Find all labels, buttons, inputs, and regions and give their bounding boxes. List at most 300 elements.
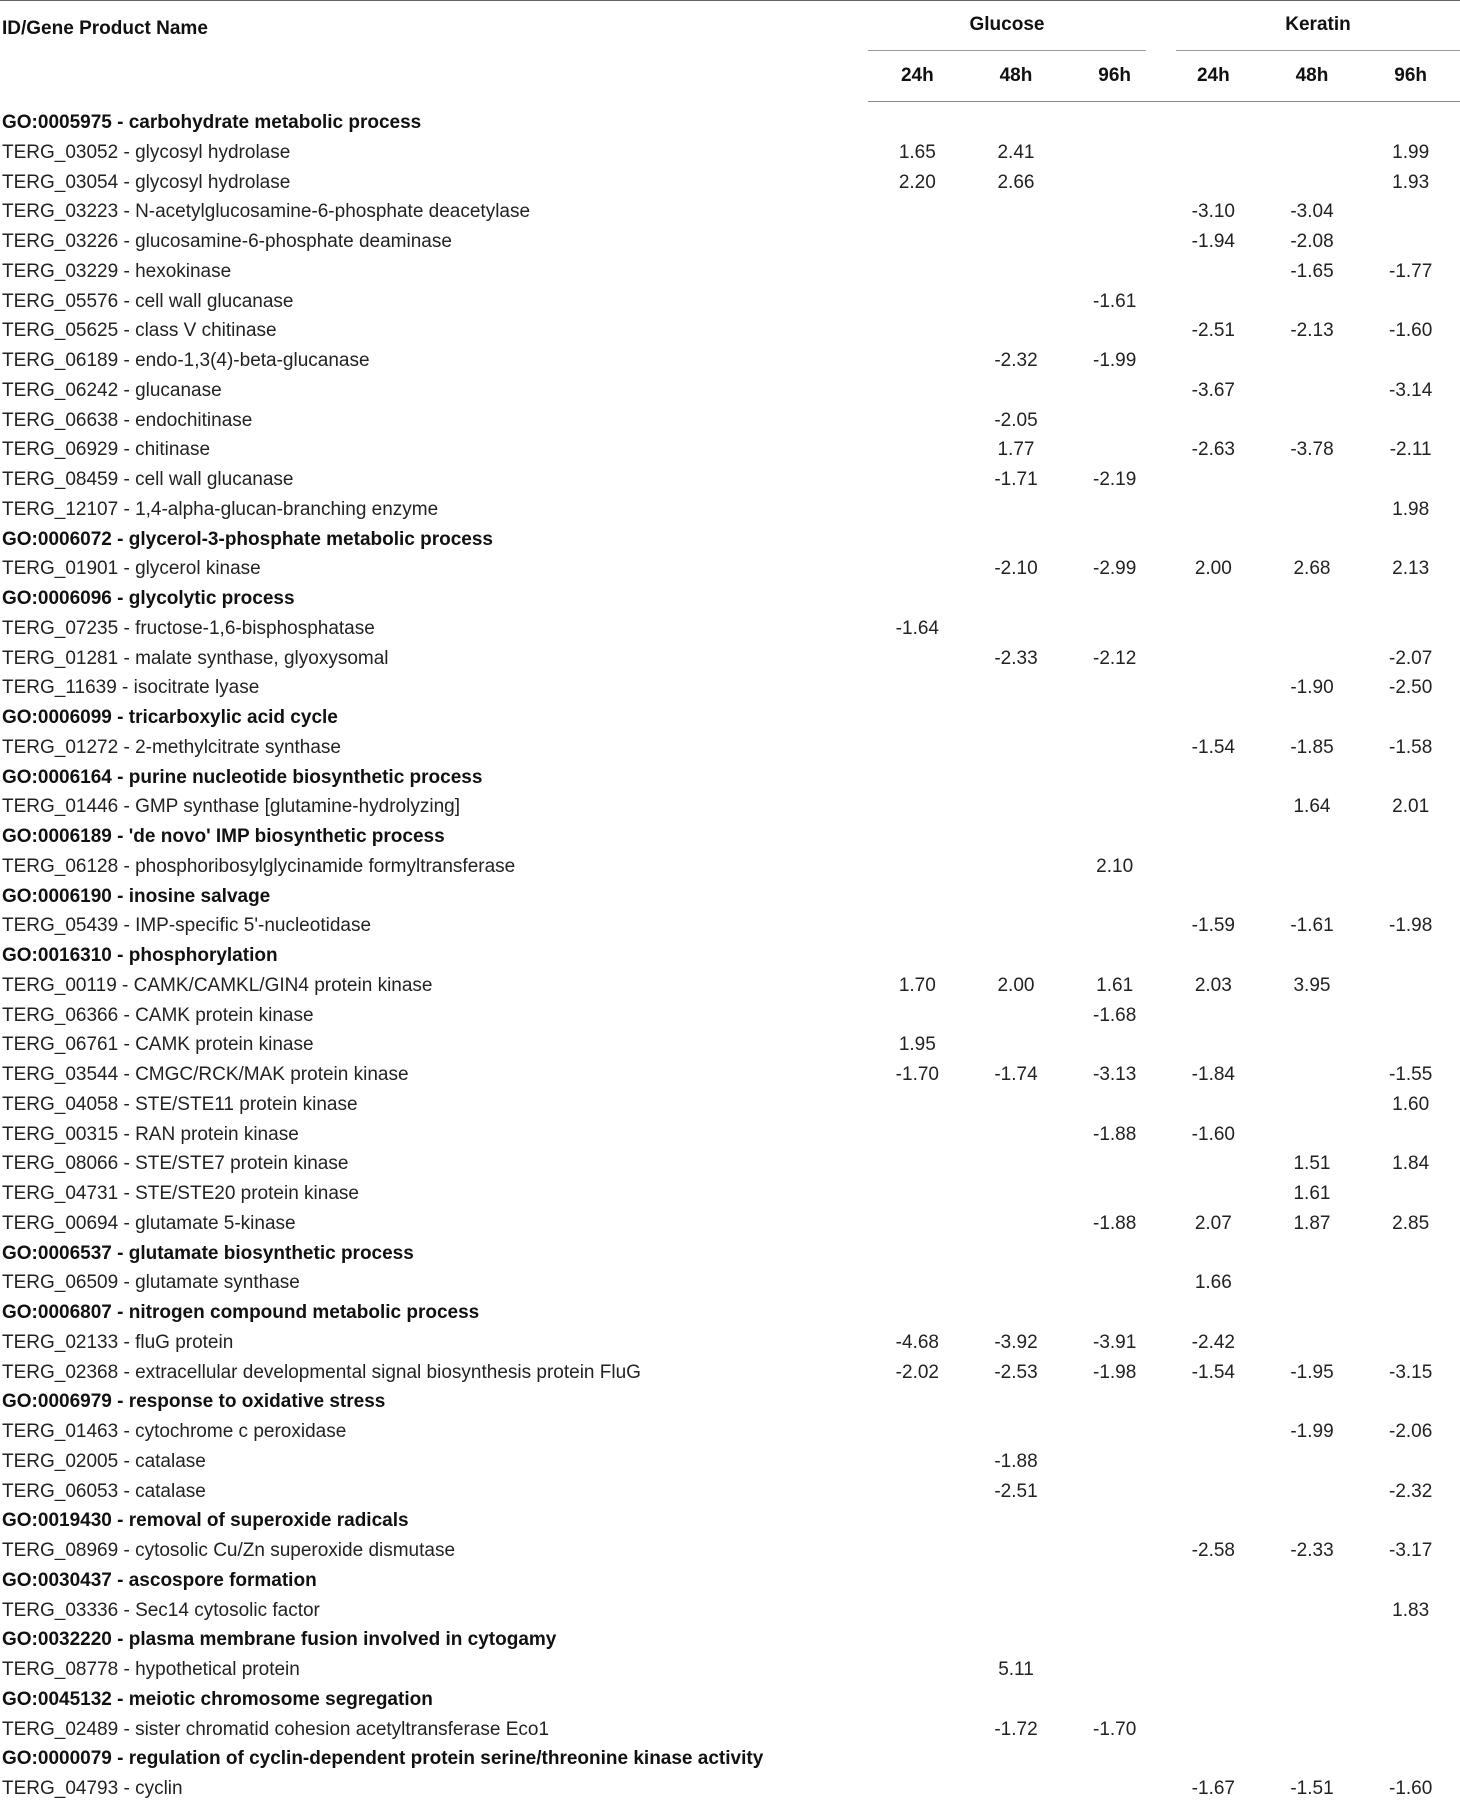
glucose-48h-value: -2.10 xyxy=(994,558,1038,580)
keratin-96h-value: -2.11 xyxy=(1389,439,1432,461)
keratin-24h-value xyxy=(1164,465,1263,495)
keratin-48h-value xyxy=(1263,1328,1362,1358)
gene-name-cell: TERG_06189 - endo-1,3(4)-beta-glucanase xyxy=(2,350,370,371)
keratin-48h-value xyxy=(1263,1090,1362,1120)
glucose-48h-value xyxy=(967,1596,1066,1626)
glucose-24h-value xyxy=(868,1001,967,1031)
gene-row xyxy=(0,1536,1460,1566)
gene-name-cell: TERG_02489 - sister chromatid cohesion acetyltransferase Eco1 xyxy=(2,1718,550,1740)
keratin-96h-value xyxy=(1361,1239,1460,1269)
keratin-24h-value xyxy=(1164,287,1263,317)
glucose-96h-value xyxy=(1065,822,1164,852)
glucose-24h-value: -2.02 xyxy=(895,1361,939,1383)
glucose-96h-value xyxy=(1065,673,1164,703)
glucose-24h-value: 2.20 xyxy=(898,171,936,193)
keratin-96h-value xyxy=(1361,227,1460,257)
keratin-96h-value xyxy=(1361,1030,1460,1060)
go-term-row xyxy=(0,584,1460,614)
go-term-row xyxy=(0,703,1460,733)
glucose-24h-header: 24h xyxy=(868,51,967,102)
keratin-24h-value xyxy=(1164,1090,1263,1120)
gene-name-cell: TERG_04058 - STE/STE11 protein kinase xyxy=(2,1093,358,1115)
gene-row xyxy=(0,1001,1460,1031)
glucose-24h-value xyxy=(868,733,967,763)
glucose-48h-value: -1.71 xyxy=(994,469,1038,490)
glucose-96h-value: -1.70 xyxy=(1093,1718,1137,1740)
glucose-96h-value: -2.12 xyxy=(1093,647,1137,669)
glucose-24h-value xyxy=(868,852,967,882)
glucose-24h-value xyxy=(868,1477,967,1507)
keratin-48h-value xyxy=(1263,1566,1362,1596)
keratin-48h-value xyxy=(1263,584,1362,614)
gene-row xyxy=(0,1417,1460,1447)
gene-name-cell: TERG_00315 - RAN protein kinase xyxy=(2,1123,299,1145)
gene-name-cell: TERG_02133 - fluG protein xyxy=(2,1331,234,1353)
keratin-24h-value: -2.58 xyxy=(1191,1540,1235,1561)
gene-name-cell: TERG_05576 - cell wall glucanase xyxy=(2,290,294,312)
keratin-48h-value: -2.08 xyxy=(1290,231,1334,252)
glucose-48h-value xyxy=(967,911,1066,941)
table-body xyxy=(0,102,1460,1804)
glucose-48h-value xyxy=(967,197,1066,227)
glucose-48h-value: -2.51 xyxy=(994,1480,1038,1502)
keratin-24h-value xyxy=(1164,102,1263,138)
keratin-48h-value: -2.33 xyxy=(1290,1540,1334,1561)
keratin-24h-value xyxy=(1164,673,1263,703)
go-term-row xyxy=(0,1744,1460,1774)
go-term-label: GO:0005975 - carbohydrate metabolic process xyxy=(2,111,422,133)
go-term-row xyxy=(0,1685,1460,1715)
glucose-96h-value xyxy=(1065,1179,1164,1209)
glucose-96h-value xyxy=(1065,1506,1164,1536)
keratin-96h-value xyxy=(1361,1179,1460,1209)
keratin-48h-value xyxy=(1263,1655,1362,1685)
gene-row xyxy=(0,1149,1460,1179)
keratin-24h-header: 24h xyxy=(1164,51,1263,102)
go-term-label: GO:0006096 - glycolytic process xyxy=(2,588,295,609)
keratin-48h-value: 1.61 xyxy=(1293,1183,1331,1204)
go-term-label: GO:0006189 - 'de novo' IMP biosynthetic process xyxy=(2,826,445,847)
keratin-48h-value: -2.13 xyxy=(1290,320,1334,342)
glucose-48h-value: -2.33 xyxy=(994,647,1038,669)
glucose-96h-value: -1.99 xyxy=(1093,350,1137,371)
glucose-24h-value: 1.65 xyxy=(898,141,936,163)
keratin-48h-value: 2.68 xyxy=(1293,558,1331,580)
glucose-96h-value xyxy=(1065,1149,1164,1179)
gene-row xyxy=(0,1030,1460,1060)
keratin-24h-value: -1.59 xyxy=(1191,915,1235,937)
keratin-96h-value xyxy=(1361,1298,1460,1328)
keratin-48h-value xyxy=(1263,346,1362,376)
keratin-96h-value xyxy=(1361,465,1460,495)
keratin-96h-value xyxy=(1361,1744,1460,1774)
gene-name-cell: TERG_08066 - STE/STE7 protein kinase xyxy=(2,1153,349,1175)
keratin-96h-value: 1.83 xyxy=(1392,1599,1430,1621)
glucose-24h-value xyxy=(868,763,967,793)
gene-row xyxy=(0,1774,1460,1804)
glucose-96h-value xyxy=(1065,525,1164,555)
keratin-24h-value xyxy=(1164,1001,1263,1031)
keratin-96h-value xyxy=(1361,1268,1460,1298)
keratin-24h-value xyxy=(1164,495,1263,525)
glucose-48h-value xyxy=(967,1744,1066,1774)
keratin-96h-value: -3.17 xyxy=(1389,1540,1433,1561)
glucose-48h-value xyxy=(967,102,1066,138)
glucose-24h-value xyxy=(868,911,967,941)
glucose-96h-value xyxy=(1065,941,1164,971)
glucose-48h-value: 2.66 xyxy=(997,171,1035,193)
glucose-24h-value xyxy=(868,435,967,465)
glucose-24h-value: 1.95 xyxy=(898,1034,936,1056)
keratin-24h-value xyxy=(1164,614,1263,644)
gene-name-cell: TERG_03226 - glucosamine-6-phosphate deaminase xyxy=(2,231,452,252)
glucose-96h-value xyxy=(1065,316,1164,346)
glucose-96h-value xyxy=(1065,733,1164,763)
keratin-96h-value xyxy=(1361,287,1460,317)
glucose-24h-value xyxy=(868,257,967,287)
glucose-96h-value xyxy=(1065,406,1164,436)
keratin-24h-value: -1.54 xyxy=(1191,736,1235,758)
keratin-96h-value xyxy=(1361,1120,1460,1150)
keratin-96h-value: 1.98 xyxy=(1392,498,1430,520)
glucose-24h-value xyxy=(868,1090,967,1120)
glucose-96h-value xyxy=(1065,1447,1164,1477)
glucose-48h-value xyxy=(967,1685,1066,1715)
glucose-96h-value xyxy=(1065,1744,1164,1774)
glucose-24h-value xyxy=(868,1744,967,1774)
keratin-24h-value xyxy=(1164,703,1263,733)
gene-name-cell: TERG_02368 - extracellular developmental signal biosynthesis protein FluG xyxy=(2,1361,641,1383)
glucose-48h-value xyxy=(967,733,1066,763)
gene-name-cell: TERG_06053 - catalase xyxy=(2,1480,206,1502)
glucose-96h-value: -1.61 xyxy=(1093,290,1137,312)
keratin-24h-value xyxy=(1164,792,1263,822)
glucose-48h-value: -1.72 xyxy=(994,1718,1038,1740)
keratin-label: Keratin xyxy=(1176,0,1460,51)
gene-name-cell: TERG_06128 - phosphoribosylglycinamide formyltransferase xyxy=(2,855,516,877)
glucose-24h-value xyxy=(868,1685,967,1715)
keratin-24h-value xyxy=(1164,346,1263,376)
go-term-row xyxy=(0,1239,1460,1269)
keratin-24h-value xyxy=(1164,257,1263,287)
keratin-24h-value: -1.54 xyxy=(1191,1361,1235,1383)
keratin-48h-value xyxy=(1263,644,1362,674)
keratin-48h-value xyxy=(1263,406,1362,436)
glucose-24h-value xyxy=(868,1625,967,1655)
glucose-48h-value xyxy=(967,1625,1066,1655)
glucose-48h-value xyxy=(967,1179,1066,1209)
gene-row xyxy=(0,1596,1460,1626)
keratin-96h-value xyxy=(1361,1655,1460,1685)
glucose-48h-header: 48h xyxy=(967,51,1066,102)
glucose-48h-value xyxy=(967,1536,1066,1566)
glucose-48h-value: -2.05 xyxy=(994,409,1038,431)
gene-name-cell: TERG_04793 - cyclin xyxy=(2,1778,183,1799)
gene-row xyxy=(0,1477,1460,1507)
keratin-24h-value: 2.07 xyxy=(1194,1212,1232,1234)
glucose-96h-value xyxy=(1065,1566,1164,1596)
gene-name-cell: TERG_01446 - GMP synthase [glutamine-hydrolyzing] xyxy=(2,796,460,818)
gene-row xyxy=(0,346,1460,376)
glucose-96h-value xyxy=(1065,376,1164,406)
keratin-24h-value: 2.00 xyxy=(1194,558,1232,580)
keratin-48h-value xyxy=(1263,525,1362,555)
keratin-24h-value xyxy=(1164,763,1263,793)
keratin-48h-value xyxy=(1263,168,1362,198)
gene-row xyxy=(0,495,1460,525)
keratin-48h-value xyxy=(1263,822,1362,852)
keratin-48h-value xyxy=(1263,376,1362,406)
keratin-24h-value xyxy=(1164,525,1263,555)
go-term-row xyxy=(0,1625,1460,1655)
gene-name-cell: TERG_01901 - glycerol kinase xyxy=(2,558,261,580)
glucose-96h-value xyxy=(1065,435,1164,465)
gene-row xyxy=(0,1209,1460,1239)
keratin-24h-value: -3.67 xyxy=(1191,379,1235,401)
glucose-96h-value xyxy=(1065,1536,1164,1566)
glucose-48h-value xyxy=(967,376,1066,406)
glucose-48h-value xyxy=(967,1387,1066,1417)
keratin-24h-value xyxy=(1164,1149,1263,1179)
keratin-48h-value xyxy=(1263,495,1362,525)
glucose-96h-value: -2.19 xyxy=(1093,469,1137,490)
keratin-48h-value: -3.78 xyxy=(1290,439,1334,461)
keratin-48h-value xyxy=(1263,1298,1362,1328)
glucose-48h-value: -1.88 xyxy=(994,1450,1038,1472)
keratin-48h-value xyxy=(1263,1447,1362,1477)
keratin-96h-value xyxy=(1361,1387,1460,1417)
keratin-96h-value: -2.07 xyxy=(1389,647,1433,669)
glucose-96h-header: 96h xyxy=(1065,51,1164,102)
keratin-96h-value: -3.15 xyxy=(1389,1361,1433,1383)
glucose-96h-value xyxy=(1065,1387,1164,1417)
keratin-96h-value xyxy=(1361,971,1460,1001)
keratin-48h-value xyxy=(1263,1685,1362,1715)
keratin-48h-value xyxy=(1263,852,1362,882)
keratin-48h-value xyxy=(1263,1030,1362,1060)
glucose-96h-value xyxy=(1065,1655,1164,1685)
go-term-label: GO:0045132 - meiotic chromosome segregation xyxy=(2,1688,433,1710)
gene-row xyxy=(0,287,1460,317)
keratin-48h-value: 3.95 xyxy=(1293,974,1331,996)
gene-row xyxy=(0,1655,1460,1685)
keratin-96h-value: 2.13 xyxy=(1392,558,1430,580)
gene-row xyxy=(0,673,1460,703)
go-term-row xyxy=(0,1298,1460,1328)
gene-name-cell: TERG_12107 - 1,4-alpha-glucan-branching enzyme xyxy=(2,498,439,520)
go-term-label: GO:0006979 - response to oxidative stress xyxy=(2,1391,386,1413)
keratin-96h-value xyxy=(1361,1001,1460,1031)
glucose-96h-value: -2.99 xyxy=(1093,558,1137,580)
go-term-label: GO:0030437 - ascospore formation xyxy=(2,1569,317,1591)
glucose-24h-value xyxy=(868,822,967,852)
keratin-24h-value xyxy=(1164,882,1263,912)
glucose-24h-value xyxy=(868,584,967,614)
glucose-label: Glucose xyxy=(868,0,1146,51)
glucose-48h-value xyxy=(967,257,1066,287)
go-term-label: GO:0006190 - inosine salvage xyxy=(2,885,271,907)
keratin-96h-value xyxy=(1361,1447,1460,1477)
keratin-48h-value xyxy=(1263,882,1362,912)
gene-row xyxy=(0,316,1460,346)
glucose-24h-value xyxy=(868,1179,967,1209)
id-gene-header: ID/Gene Product Name xyxy=(2,18,208,39)
glucose-96h-value: -1.88 xyxy=(1093,1212,1137,1234)
go-term-label: GO:0006164 - purine nucleotide biosynthetic process xyxy=(2,766,483,788)
gene-row xyxy=(0,1715,1460,1745)
keratin-24h-value xyxy=(1164,1685,1263,1715)
glucose-48h-value xyxy=(967,1030,1066,1060)
keratin-48h-value xyxy=(1263,1596,1362,1626)
keratin-48h-value xyxy=(1263,1477,1362,1507)
glucose-48h-value xyxy=(967,1239,1066,1269)
keratin-48h-value xyxy=(1263,102,1362,138)
glucose-96h-value xyxy=(1065,792,1164,822)
gene-name-cell: TERG_08778 - hypothetical protein xyxy=(2,1659,300,1680)
keratin-48h-value xyxy=(1263,1715,1362,1745)
gene-row xyxy=(0,1090,1460,1120)
glucose-header xyxy=(868,0,1164,51)
keratin-24h-value xyxy=(1164,852,1263,882)
gene-row xyxy=(0,852,1460,882)
keratin-24h-value xyxy=(1164,1715,1263,1745)
glucose-24h-value xyxy=(868,197,967,227)
gene-name-cell: TERG_06509 - glutamate synthase xyxy=(2,1272,300,1294)
glucose-96h-value xyxy=(1065,1774,1164,1804)
glucose-96h-value xyxy=(1065,1239,1164,1269)
gene-row xyxy=(0,733,1460,763)
keratin-24h-value: 1.66 xyxy=(1194,1272,1232,1294)
glucose-24h-value: -1.70 xyxy=(895,1064,939,1085)
glucose-48h-value: -2.32 xyxy=(994,350,1038,371)
keratin-48h-value: -3.04 xyxy=(1290,201,1334,223)
keratin-48h-value xyxy=(1263,1001,1362,1031)
keratin-96h-value xyxy=(1361,1685,1460,1715)
gene-row xyxy=(0,138,1460,168)
glucose-24h-value: 1.70 xyxy=(898,974,936,996)
keratin-96h-value xyxy=(1361,763,1460,793)
keratin-96h-value: 1.93 xyxy=(1392,171,1430,193)
glucose-96h-value xyxy=(1065,102,1164,138)
go-term-row xyxy=(0,1387,1460,1417)
glucose-96h-value xyxy=(1065,584,1164,614)
glucose-24h-value xyxy=(868,1209,967,1239)
go-term-label: GO:0006537 - glutamate biosynthetic process xyxy=(2,1242,414,1264)
glucose-48h-value: -2.53 xyxy=(994,1361,1038,1383)
glucose-48h-value xyxy=(967,584,1066,614)
glucose-48h-value xyxy=(967,792,1066,822)
gene-name-cell: TERG_01272 - 2-methylcitrate synthase xyxy=(2,736,341,758)
gene-name-cell: TERG_05625 - class V chitinase xyxy=(2,320,277,342)
glucose-96h-value xyxy=(1065,1090,1164,1120)
keratin-96h-value: -1.60 xyxy=(1389,1778,1433,1799)
table-header xyxy=(0,0,1460,102)
glucose-48h-value xyxy=(967,1149,1066,1179)
glucose-96h-value xyxy=(1065,1030,1164,1060)
keratin-96h-value: 2.85 xyxy=(1392,1212,1430,1234)
glucose-48h-value xyxy=(967,852,1066,882)
go-term-row xyxy=(0,102,1460,138)
keratin-96h-value: -1.77 xyxy=(1389,260,1433,282)
keratin-48h-value xyxy=(1263,1506,1362,1536)
keratin-96h-value: 1.60 xyxy=(1392,1093,1430,1115)
keratin-48h-value xyxy=(1263,1387,1362,1417)
glucose-96h-value: -1.88 xyxy=(1093,1123,1137,1145)
glucose-96h-value xyxy=(1065,1685,1164,1715)
glucose-48h-value: 2.41 xyxy=(997,141,1035,163)
gene-name-cell: TERG_08459 - cell wall glucanase xyxy=(2,469,294,490)
glucose-24h-value xyxy=(868,1506,967,1536)
glucose-48h-value xyxy=(967,763,1066,793)
keratin-96h-value xyxy=(1361,1625,1460,1655)
glucose-48h-value: 1.77 xyxy=(997,439,1035,461)
gene-name-cell: TERG_05439 - IMP-specific 5'-nucleotidase xyxy=(2,915,372,937)
keratin-header xyxy=(1164,0,1460,51)
keratin-24h-value xyxy=(1164,406,1263,436)
glucose-24h-value: -1.64 xyxy=(895,617,939,639)
glucose-24h-value xyxy=(868,316,967,346)
keratin-48h-value: -1.99 xyxy=(1290,1421,1334,1442)
glucose-48h-value xyxy=(967,1506,1066,1536)
gene-row xyxy=(0,1358,1460,1388)
glucose-24h-value xyxy=(868,1417,967,1447)
gene-name-cell: TERG_06366 - CAMK protein kinase xyxy=(2,1004,314,1026)
go-term-label: GO:0006072 - glycerol-3-phosphate metabolic process xyxy=(2,528,494,550)
gene-name-cell: TERG_07235 - fructose-1,6-bisphosphatase xyxy=(2,617,375,639)
glucose-96h-value xyxy=(1065,882,1164,912)
glucose-24h-value xyxy=(868,703,967,733)
glucose-24h-value xyxy=(868,941,967,971)
gene-name-cell: TERG_00119 - CAMK/CAMKL/GIN4 protein kinase xyxy=(2,974,433,996)
glucose-96h-value xyxy=(1065,1625,1164,1655)
gene-name-cell: TERG_03223 - N-acetylglucosamine-6-phosphate deacetylase xyxy=(2,201,531,223)
keratin-24h-value: -1.94 xyxy=(1191,231,1235,252)
keratin-48h-value: 1.51 xyxy=(1293,1153,1331,1175)
keratin-96h-value: -2.32 xyxy=(1389,1480,1433,1502)
keratin-96h-value: -1.58 xyxy=(1389,736,1433,758)
glucose-24h-value xyxy=(868,1298,967,1328)
glucose-48h-value xyxy=(967,1090,1066,1120)
keratin-96h-value: -2.50 xyxy=(1389,677,1433,699)
keratin-96h-value xyxy=(1361,525,1460,555)
keratin-24h-value: -1.84 xyxy=(1191,1064,1235,1085)
glucose-24h-value xyxy=(868,346,967,376)
go-term-row xyxy=(0,763,1460,793)
go-term-row xyxy=(0,882,1460,912)
gene-name-cell: TERG_04731 - STE/STE20 protein kinase xyxy=(2,1183,359,1204)
keratin-96h-value xyxy=(1361,852,1460,882)
glucose-96h-value: -3.91 xyxy=(1093,1331,1137,1353)
go-term-label: GO:0006099 - tricarboxylic acid cycle xyxy=(2,707,338,728)
glucose-96h-value: -1.68 xyxy=(1093,1004,1137,1026)
glucose-24h-value xyxy=(868,525,967,555)
glucose-96h-value xyxy=(1065,257,1164,287)
keratin-96h-value xyxy=(1361,941,1460,971)
glucose-96h-value xyxy=(1065,197,1164,227)
gene-row xyxy=(0,971,1460,1001)
glucose-24h-value xyxy=(868,1387,967,1417)
keratin-48h-value xyxy=(1263,1120,1362,1150)
keratin-24h-value: -1.67 xyxy=(1191,1778,1235,1799)
glucose-48h-value xyxy=(967,525,1066,555)
glucose-96h-value xyxy=(1065,1477,1164,1507)
glucose-24h-value xyxy=(868,554,967,584)
glucose-48h-value xyxy=(967,287,1066,317)
glucose-48h-value xyxy=(967,1120,1066,1150)
gene-row xyxy=(0,406,1460,436)
glucose-96h-value: 1.61 xyxy=(1096,974,1134,996)
gene-name-cell: TERG_08969 - cytosolic Cu/Zn superoxide dismutase xyxy=(2,1540,456,1561)
